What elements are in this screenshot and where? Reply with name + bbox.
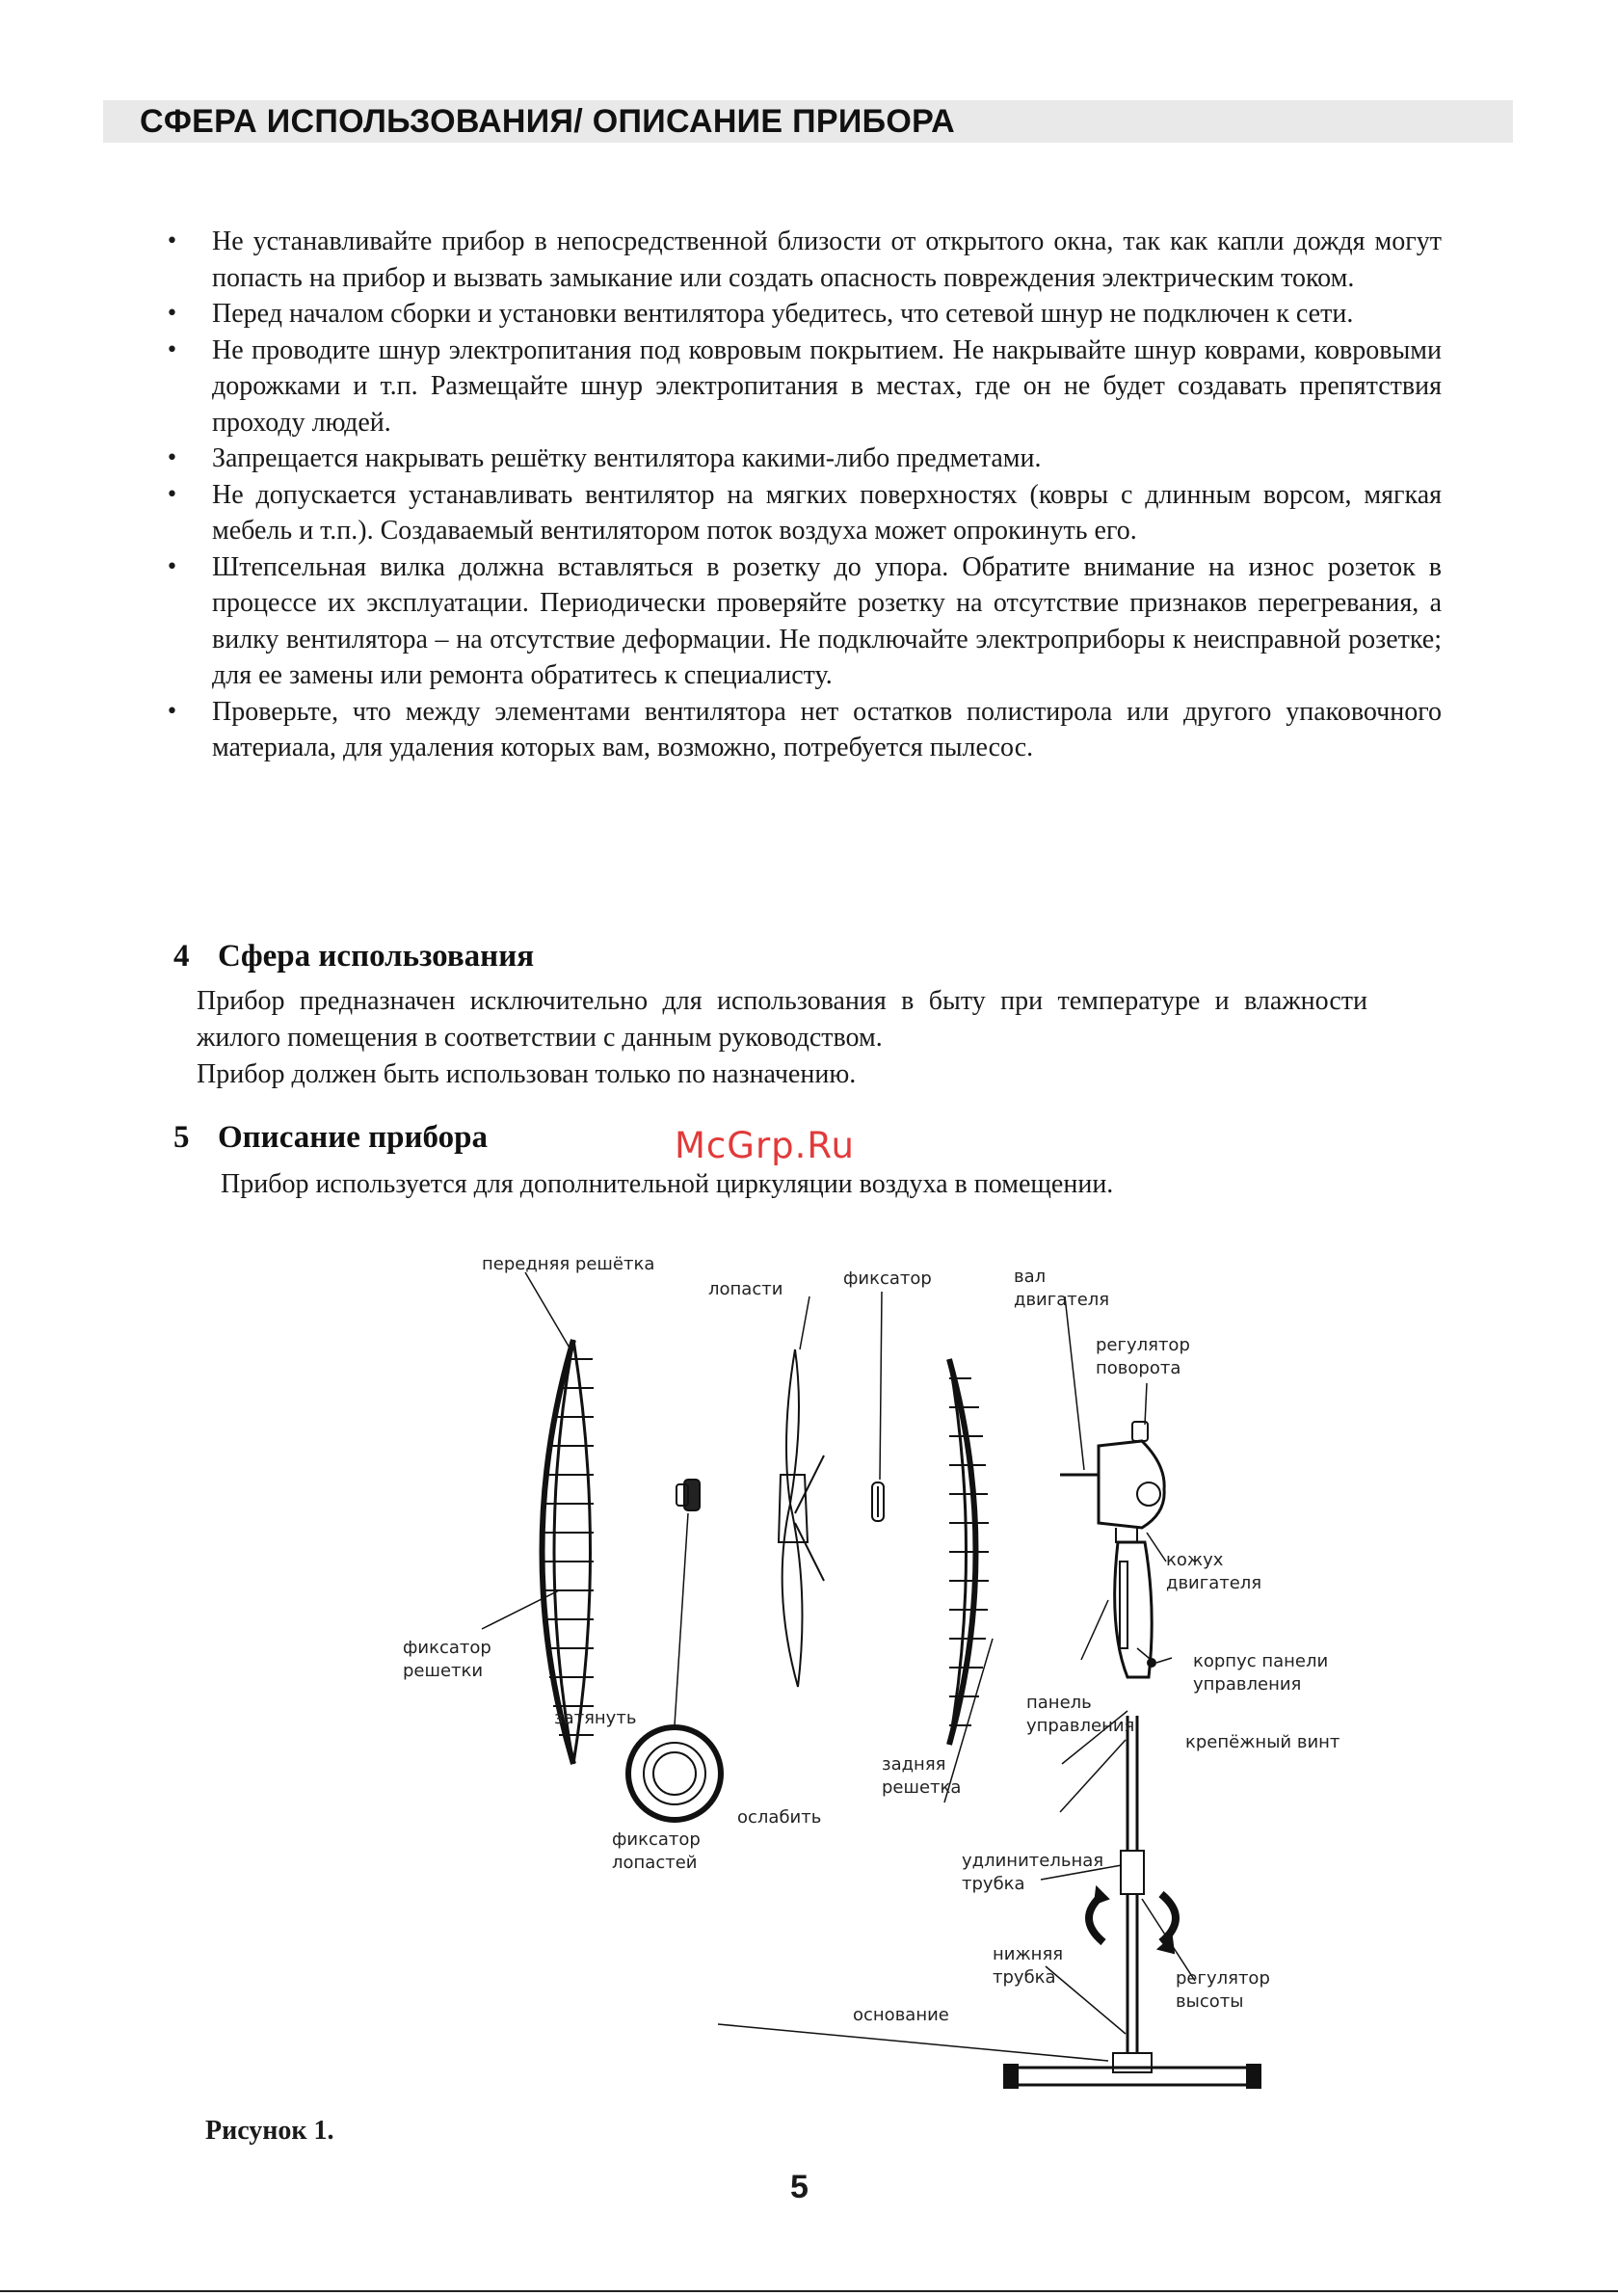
section-5-heading — [173, 1120, 488, 1156]
section-5-paragraph: Прибор используется для дополнительной циркуляции воздуха в помещении. — [221, 1169, 1114, 1199]
section-4-heading — [173, 939, 534, 974]
label-blade-lock: лопастей — [612, 1853, 698, 1873]
label-panel-body: корпус панели — [1193, 1651, 1329, 1671]
label-motor-housing: кожух — [1166, 1550, 1224, 1570]
fan-exploded-diagram — [366, 1224, 1378, 2149]
list-item: • Не допускается устанавливать вентилятор на мягких поверхностях (ковры с длинным ворсом, мягкая мебель и т.п.). Создаваемый вентилятором поток воздуха может опрокинуть его. — [162, 477, 1442, 549]
list-item: • Запрещается накрывать решётку вентилятора какими-либо предметами. — [162, 441, 1442, 477]
motor-drawing — [1060, 1422, 1164, 1677]
label-extension-tube: трубка — [962, 1874, 1025, 1894]
label-height-regulator: высоты — [1176, 1991, 1244, 2012]
label-control-panel: управления — [1026, 1716, 1135, 1736]
lock-drawing — [872, 1482, 884, 1521]
leader-lines — [482, 1272, 1195, 2061]
list-item: • Штепсельная вилка должна вставляться в розетку до упора. Обратите внимание на износ розеток в процессе их эксплуатации. Периодически проверяйте розетку на отсутствие признаков перегревания, а вилку вентилятора – на отсутствие деформации. Не подключайте электроприборы к неисправной розетке; для ее замены или ремонта обратитесь к специалисту. — [162, 549, 1442, 694]
label-blades: лопасти — [708, 1279, 783, 1299]
label-height-regulator: регулятор — [1176, 1968, 1270, 1989]
stand-drawing — [1004, 1716, 1260, 2088]
label-base: основание — [853, 2005, 949, 2025]
watermark-text: McGrp.Ru — [675, 1125, 855, 1166]
label-motor-housing: двигателя — [1166, 1573, 1262, 1593]
label-motor-shaft: вал — [1014, 1267, 1047, 1287]
section-number: 5 — [173, 1120, 190, 1155]
list-item: • Перед началом сборки и установки вентилятора убедитесь, что сетевой шнур не подключен к сети. — [162, 296, 1442, 333]
blades-drawing — [779, 1349, 824, 1687]
rear-grille-drawing — [949, 1359, 989, 1745]
list-item: • Проверьте, что между элементами вентилятора нет остатков полистирола или другого упаковочного материала, для удаления которых вам, возможно, потребуется пылесос. — [162, 694, 1442, 766]
section-number: 4 — [173, 939, 190, 974]
page-title: СФЕРА ИСПОЛЬЗОВАНИЯ/ ОПИСАНИЕ ПРИБОРА — [140, 103, 955, 140]
bottom-divider — [0, 2290, 1618, 2292]
blade-lock-drawing — [676, 1480, 700, 1510]
label-blade-lock: фиксатор — [612, 1829, 701, 1850]
section-title: Описание прибора — [218, 1120, 488, 1155]
page-number: 5 — [790, 2169, 809, 2205]
label-rotation-regulator: регулятор — [1096, 1335, 1190, 1355]
header-bar — [103, 100, 1513, 143]
blade-lock-rotation-drawing — [628, 1727, 721, 1820]
label-front-grille: передняя решётка — [482, 1254, 655, 1274]
label-control-panel: панель — [1026, 1693, 1092, 1713]
label-rear-grille: решетка — [882, 1777, 962, 1798]
front-grille-drawing — [543, 1340, 595, 1764]
label-panel-body: управления — [1193, 1674, 1302, 1695]
label-lower-tube: нижняя — [993, 1944, 1064, 1964]
section-4-paragraph-2: Прибор должен быть использован только по назначению. — [197, 1059, 857, 1089]
label-lower-tube: трубка — [993, 1967, 1056, 1988]
label-loosen: ослабить — [737, 1807, 822, 1828]
label-grille-lock: фиксатор — [403, 1638, 491, 1658]
label-motor-shaft: двигателя — [1014, 1290, 1110, 1310]
list-item: • Не устанавливайте прибор в непосредственной близости от открытого окна, так как капли дождя могут попасть на прибор и вызвать замыкание или создать опасность повреждения электрическим током. — [162, 224, 1442, 296]
label-grille-lock: решетки — [403, 1661, 484, 1681]
section-4-paragraph: Прибор предназначен исключительно для использования в быту при температуре и влажности жилого помещения в соответствии с данным руководством. — [197, 986, 1367, 1053]
label-screw: крепёжный винт — [1185, 1732, 1340, 1752]
list-item: • Не проводите шнур электропитания под ковровым покрытием. Не накрывайте шнур коврами, ковровыми дорожками и т.п. Размещайте шнур электропитания в местах, где он не будет создавать препятствия проходу людей. — [162, 333, 1442, 441]
label-rear-grille: задняя — [882, 1754, 946, 1775]
label-rotation-regulator: поворота — [1096, 1358, 1181, 1378]
label-tighten: затянуть — [554, 1708, 637, 1728]
label-lock: фиксатор — [843, 1268, 932, 1289]
figure-caption: Рисунок 1. — [205, 2116, 334, 2146]
label-extension-tube: удлинительная — [962, 1851, 1104, 1871]
safety-bullet-list — [162, 224, 1442, 766]
section-title: Сфера использования — [218, 939, 535, 974]
